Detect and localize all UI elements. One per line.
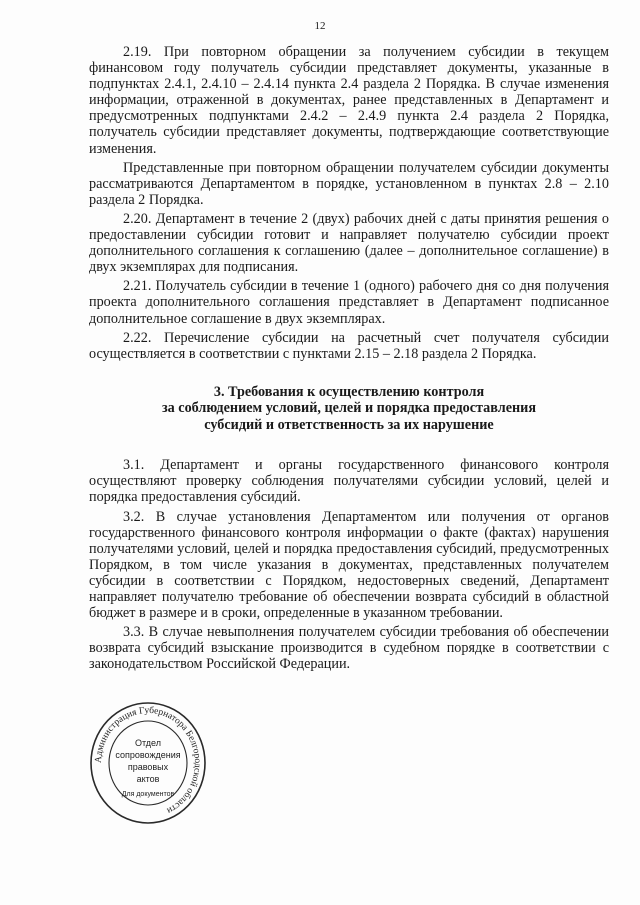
stamp-center-line: сопровождения	[115, 750, 181, 760]
stamp-ring-text: Администрация Губернатора Белгородской области	[93, 705, 203, 816]
paragraph-3-3: 3.3. В случае невыполнения получателем субсидии требования об обеспечении возврата субсидий взыскание производится в судебном порядке в соответствии с законодательством Российской Федерации.	[89, 624, 609, 673]
page-number: 12	[314, 20, 326, 32]
paragraph-2-19-continued: Представленные при повторном обращении получателем субсидии документы рассматриваются Департаментом в порядке, установленном в пунктах 2.8 – 2.10 раздела 2 Порядка.	[89, 159, 609, 208]
section-heading-line-1: 3. Требования к осуществлению контроля	[213, 383, 485, 400]
paragraph-2-21: 2.21. Получатель субсидии в течение 1 (одного) рабочего дня со дня получения проекта дополнительного соглашения представляет в Департамент подписанное дополнительное соглашение в двух экземплярах.	[89, 278, 609, 327]
section-heading-line-2: за соблюдением условий, целей и порядка предоставления	[161, 400, 537, 417]
section-3-heading	[89, 384, 609, 434]
stamp-bottom-text: Для документов	[121, 791, 175, 798]
stamp-center-line: актов	[136, 774, 160, 784]
paragraph-2-20: 2.20. Департамент в течение 2 (двух) рабочих дней с даты принятия решения о предоставлении субсидии готовит и направляет получателю субсидии проект дополнительного соглашения к соглашению (далее – дополнительное соглашение) в двух экземплярах для подписания.	[89, 210, 609, 276]
paragraph-3-2: 3.2. В случае установления Департаментом или получения от органов государственного финансового контроля информации о факте (фактах) нарушения получателями условий, целей и порядка предоставления субсидий, предусмотренных Порядком, в том числе указания в документах, представленных получателем субсидии в соответствии с Порядком, недостоверных сведений, Департамент направляет получателю требование об обеспечении возврата субсидий в областной бюджет в размере и в сроки, определенные в указанном требовании.	[89, 508, 609, 622]
paragraph-2-22: 2.22. Перечисление субсидии на расчетный счет получателя субсидии осуществляется в соответствии с пунктами 2.15 – 2.18 раздела 2 Порядка.	[89, 329, 609, 362]
section-heading-line-3: субсидий и ответственность за их нарушение	[204, 416, 494, 433]
stamp-center-line: Отдел	[134, 738, 162, 748]
official-stamp	[88, 700, 208, 826]
paragraph-3-1: 3.1. Департамент и органы государственного финансового контроля осуществляют проверку соблюдения получателями субсидии условий, целей и порядка предоставления субсидий.	[89, 457, 609, 506]
document-body	[89, 44, 609, 673]
stamp-center-line: правовых	[127, 762, 169, 772]
paragraph-2-19: 2.19. При повторном обращении за получением субсидии в текущем финансовом году получатель субсидии представляет документы, указанные в подпунктах 2.4.1, 2.4.10 – 2.4.14 пункта 2.4 раздела 2 Порядка. В случае изменения информации, отраженной в документах, ранее представленных в Департамент и предусмотренных подпунктами 2.4.2 – 2.4.9 пункта 2.4 раздела 2 Порядка, получатель субсидии представляет документы, подтверждающие соответствующие изменения.	[89, 44, 609, 157]
